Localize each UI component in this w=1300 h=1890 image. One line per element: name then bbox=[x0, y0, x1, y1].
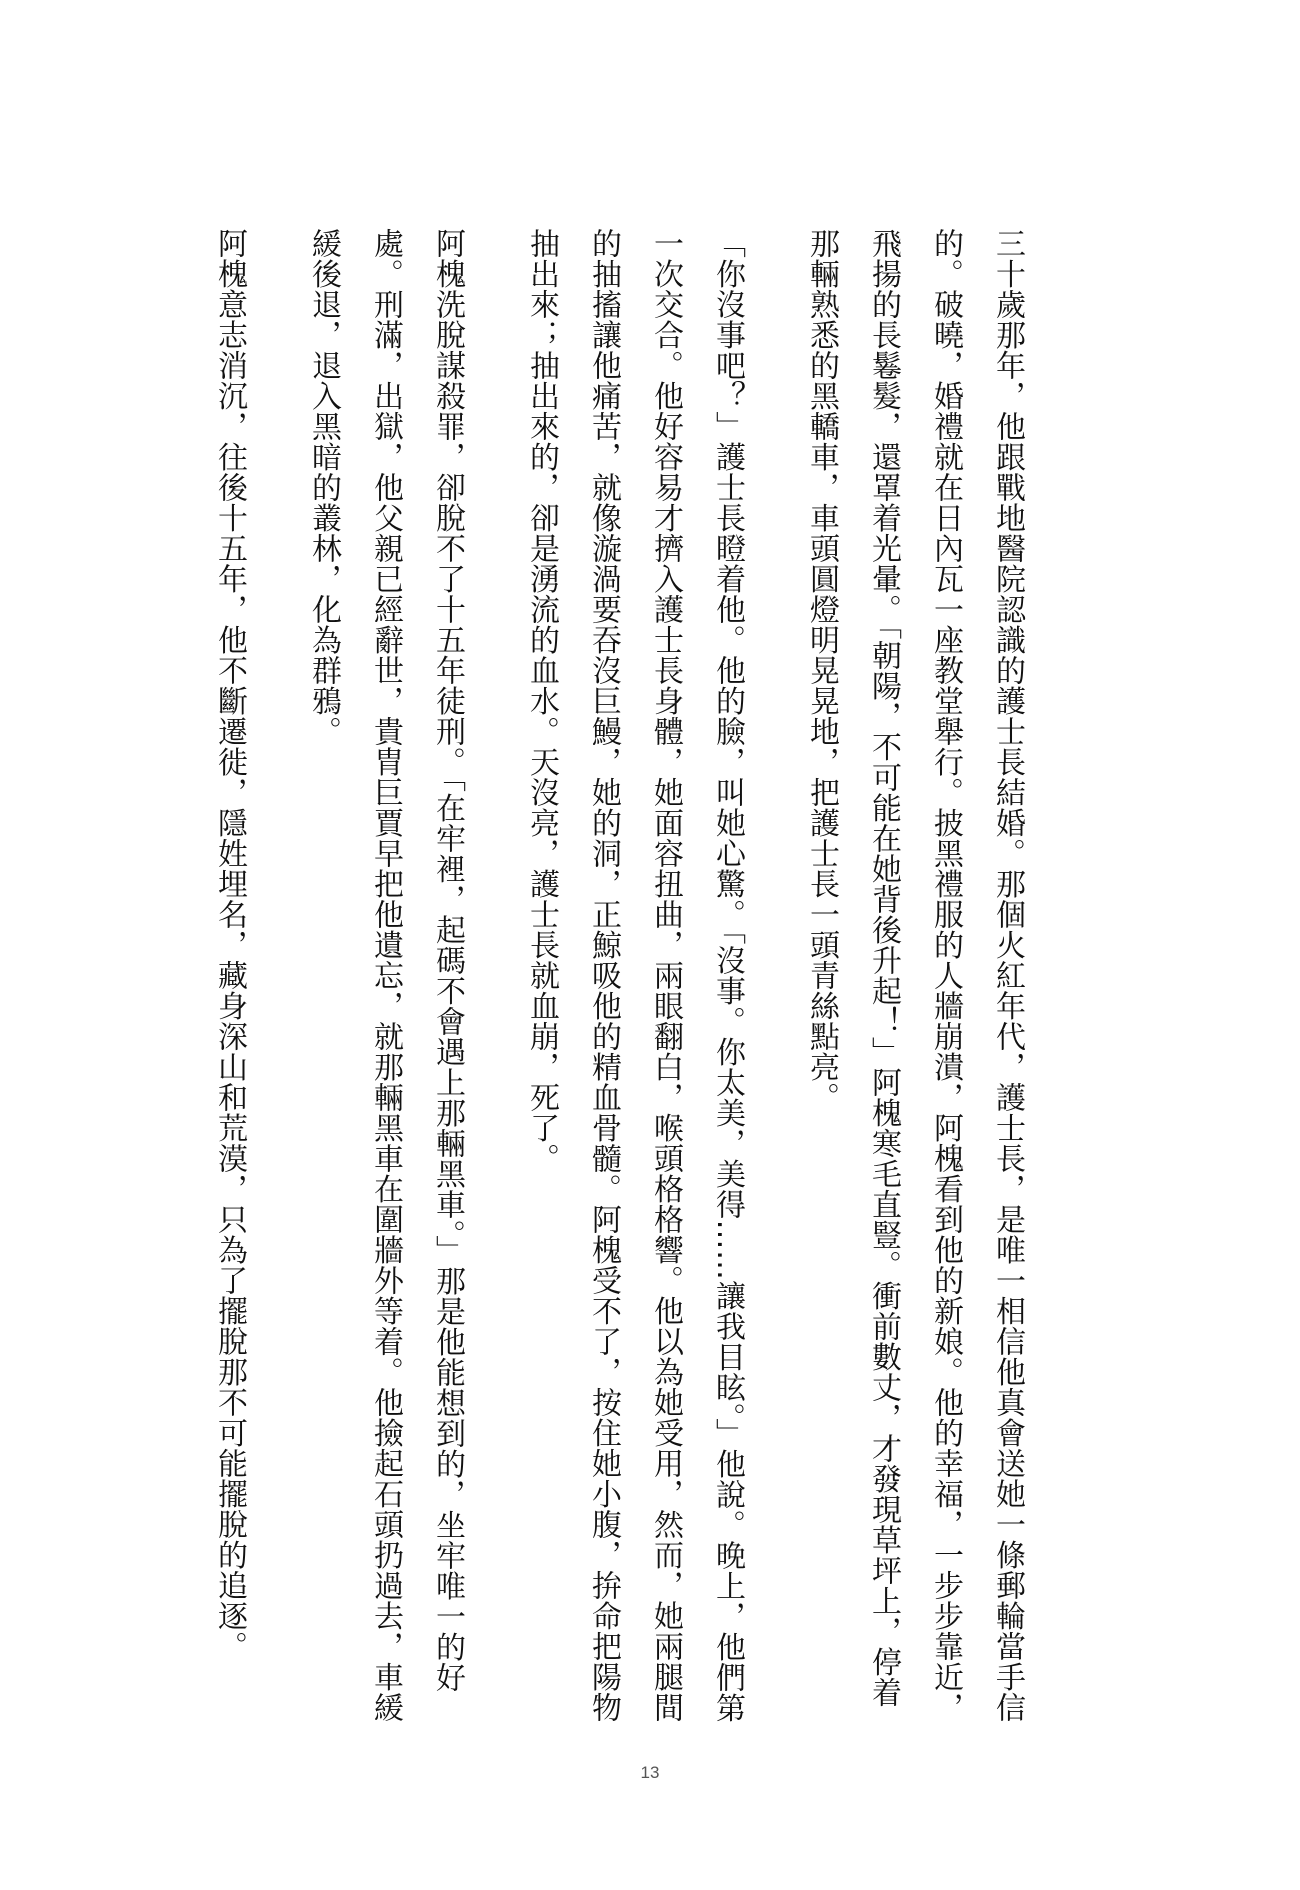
paragraph-4: 阿槐意志消沉，往後十五年，他不斷遷徙，隱姓埋名，藏身深山和荒漠，只為了擺脫那不可能擺脫的追逐。 bbox=[212, 228, 247, 1662]
paragraph-1: 三十歲那年，他跟戰地醫院認識的護士長結婚。那個火紅年代，護士長，是唯一相信他真會送她一條郵輪當手信的。破曉，婚禮就在日內瓦一座教堂舉行。披黑禮服的人牆崩潰，阿槐看到他的新娘。他的幸福，一步步靠近，飛揚的長鬈髮，還罩着光暈。「朝陽，不可能在她背後升起！」阿槐寒毛直豎。衝前數丈，才發現草坪上，停着那輛熟悉的黑轎車，車頭圓燈明晃晃地，把護士長一頭青絲點亮。 bbox=[804, 228, 1025, 1723]
body-text bbox=[198, 228, 1038, 1728]
page-number: 13 bbox=[640, 1763, 660, 1782]
paragraph-2: 「你沒事吧？」護士長瞪着他。他的臉，叫她心驚。「沒事。你太美，美得……讓我目眩。」他說。晚上，他們第一次交合。他好容易才擠入護士長身體，她面容扭曲，兩眼翻白，喉頭格格響。他以為她受用，然而，她兩腿間的抽搐讓他痛苦，就像漩渦要吞沒巨鰻，她的洞，正鯨吸他的精血骨髓。阿槐受不了，按住她小腹，拚命把陽物抽出來；抽出來的，卻是湧流的血水。天沒亮，護士長就血崩，死了。 bbox=[524, 228, 745, 1723]
paragraph-3: 阿槐洗脫謀殺罪，卻脫不了十五年徒刑。「在牢裡，起碼不會遇上那輛黑車。」那是他能想到的，坐牢唯一的好處。刑滿，出獄，他父親已經辭世，貴胄巨賈早把他遺忘，就那輛黑車在圍牆外等着。他撿起石頭扔過去，車緩緩後退，退入黑暗的叢林，化為群鴉。 bbox=[306, 228, 465, 1723]
